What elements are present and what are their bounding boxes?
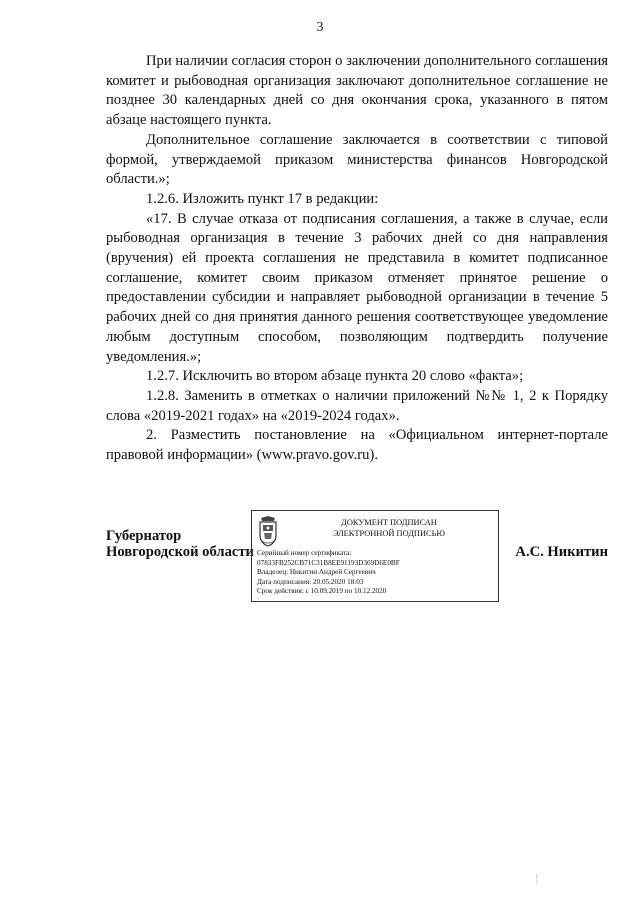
paragraph-7: 2. Разместить постановление на «Официальном интернет-портале правовой информации» (www.pravo.gov.ru). <box>106 427 608 464</box>
stamp-title-line1: ДОКУМЕНТ ПОДПИСАН <box>341 518 437 527</box>
paragraph-1: При наличии согласия сторон о заключении дополнительного соглашения комитет и рыбоводная организация заключают дополнительное соглашение не позднее 30 календарных дней со дня окончания срока, указанного в пятом абзаце настоящего пункта. <box>106 53 608 129</box>
corner-mark <box>536 875 540 883</box>
paragraph-2: Дополнительное соглашение заключается в соответствии с типовой формой, утверждаемой приказом министерства финансов Новгородской области.»; <box>106 131 608 188</box>
document-body <box>106 52 608 466</box>
signer-name: А.С. Никитин <box>515 544 608 560</box>
signer-position-line1: Губернатор <box>106 528 182 544</box>
coat-of-arms-icon <box>257 515 279 547</box>
stamp-owner: Владелец: Никитин Андрей Сергеевич <box>257 568 376 577</box>
stamp-serial-value: 07833FB252CB71C31B8EE91193D369D6E0BF <box>257 558 400 567</box>
stamp-validity: Срок действия: с 10.09.2019 по 10.12.2020 <box>257 587 387 596</box>
stamp-serial-label: Серийный номер сертификата: <box>257 549 352 557</box>
paragraph-4: «17. В случае отказа от подписания соглашения, а также в случае, если рыбоводная организация в течение 3 рабочих дней со дня направления (вручения) ей проекта соглашения не представила в комитет подписанное соглашение, комитет своим приказом отменяет принятое решение о предоставлении субсидии и направляет рыбоводной организации в течение 5 рабочих дней со дня принятия данного решения соответствующее уведомление любым доступным способом, позволяющим подтвердить получение уведомления.»; <box>106 210 608 365</box>
signer-position-line2: Новгородской области <box>106 544 254 560</box>
paragraph-5: 1.2.7. Исключить во втором абзаце пункта 20 слово «факта»; <box>146 368 524 385</box>
signature-block <box>106 510 608 610</box>
page-number: 3 <box>316 20 324 35</box>
stamp-details <box>257 549 493 597</box>
paragraph-6: 1.2.8. Заменить в отметках о наличии приложений №№ 1, 2 к Порядку слова «2019-2021 годах» на «2019-2024 годах». <box>106 387 608 424</box>
stamp-header <box>257 515 493 547</box>
signer-position <box>106 528 254 560</box>
stamp-title-line2: ЭЛЕКТРОННОЙ ПОДПИСЬЮ <box>332 529 446 538</box>
stamp-title <box>285 515 493 539</box>
stamp-signed-date: Дата подписания: 20.05.2020 18:03 <box>257 577 364 586</box>
paragraph-3: 1.2.6. Изложить пункт 17 в редакции: <box>146 190 379 207</box>
electronic-signature-stamp <box>251 510 499 602</box>
